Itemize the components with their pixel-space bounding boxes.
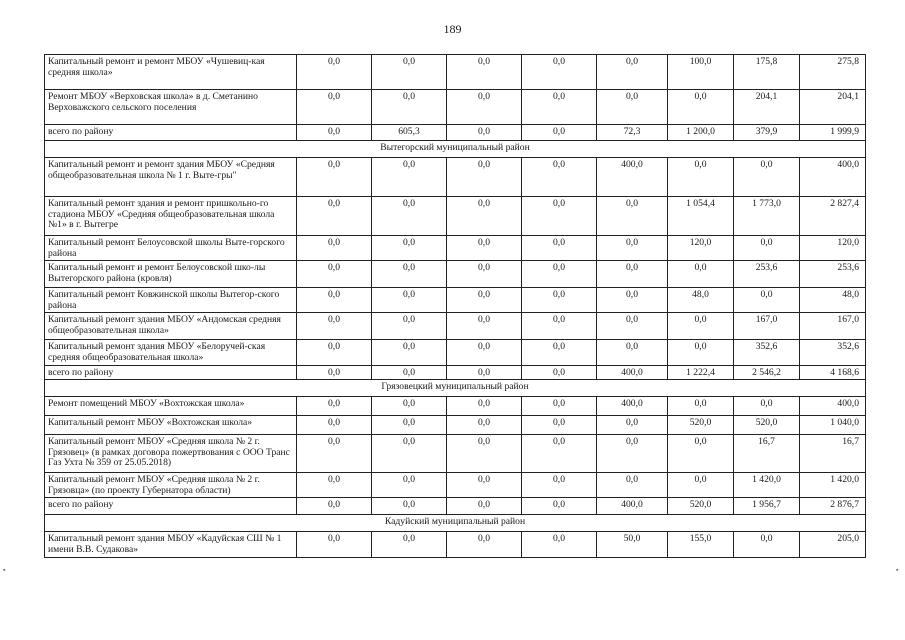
value-cell: 0,0 [372,498,447,515]
value-cell: 0,0 [734,236,800,261]
scan-mark-right: ▪ [896,566,899,574]
value-cell: 0,0 [597,261,668,288]
value-cell: 0,0 [522,158,597,197]
value-cell: 0,0 [297,397,372,416]
total-row [45,498,866,515]
value-cell: 253,6 [800,261,866,288]
value-cell: 0,0 [447,125,522,141]
value-cell: 0,0 [668,261,734,288]
table-row [45,158,866,197]
row-label: Капитальный ремонт здания МБОУ «Кадуйская СШ № 1 имени В.В. Судакова» [45,532,297,558]
value-cell: 0,0 [522,125,597,141]
value-cell: 0,0 [372,55,447,90]
value-cell: 0,0 [447,261,522,288]
value-cell: 0,0 [522,340,597,365]
value-cell: 0,0 [668,473,734,498]
value-cell: 48,0 [668,288,734,313]
value-cell: 0,0 [668,313,734,340]
row-label: Ремонт МБОУ «Верховская школа» в д. Сметанино Верховажского сельского поселения [45,90,297,125]
value-cell: 1 999,9 [800,125,866,141]
value-cell: 0,0 [668,90,734,125]
value-cell: 0,0 [447,532,522,558]
row-label: Капитальный ремонт здания МБОУ «Белоручей-ская средняя общеобразовательная школа» [45,340,297,365]
value-cell: 0,0 [297,340,372,365]
value-cell: 155,0 [668,532,734,558]
value-cell: 0,0 [447,498,522,515]
value-cell: 275,8 [800,55,866,90]
value-cell: 16,7 [734,435,800,473]
value-cell: 72,3 [597,125,668,141]
value-cell: 0,0 [734,532,800,558]
table-row [45,261,866,288]
value-cell: 0,0 [297,532,372,558]
value-cell: 0,0 [447,55,522,90]
value-cell: 400,0 [800,158,866,197]
value-cell: 352,6 [734,340,800,365]
value-cell: 0,0 [372,532,447,558]
table-row [45,236,866,261]
value-cell: 0,0 [447,158,522,197]
table-row [45,397,866,416]
value-cell: 0,0 [372,365,447,380]
value-cell: 520,0 [734,416,800,435]
value-cell: 0,0 [372,90,447,125]
row-label: Ремонт помещений МБОУ «Вохтожская школа» [45,397,297,416]
section-header-row [45,515,866,532]
table-row [45,416,866,435]
table-row [45,55,866,90]
value-cell: 16,7 [800,435,866,473]
value-cell: 0,0 [597,236,668,261]
row-label: Капитальный ремонт и ремонт МБОУ «Чушевиц-кая средняя школа» [45,55,297,90]
value-cell: 0,0 [734,397,800,416]
value-cell: 0,0 [372,435,447,473]
value-cell: 0,0 [372,197,447,236]
row-label: всего по району [45,498,297,515]
value-cell: 50,0 [597,532,668,558]
row-label: Капитальный ремонт здания и ремонт пришкольно-го стадиона МБОУ «Средняя общеобразовательная школа №1» в г. Вытегре [45,197,297,236]
value-cell: 0,0 [597,288,668,313]
value-cell: 1 420,0 [734,473,800,498]
value-cell: 2 876,7 [800,498,866,515]
value-cell: 0,0 [372,236,447,261]
value-cell: 0,0 [597,416,668,435]
value-cell: 400,0 [597,498,668,515]
row-label: Капитальный ремонт и ремонт здания МБОУ «Средняя общеобразовательная школа № 1 г. Выте-гры" [45,158,297,197]
value-cell: 204,1 [800,90,866,125]
value-cell: 2 827,4 [800,197,866,236]
value-cell: 0,0 [297,236,372,261]
value-cell: 0,0 [522,55,597,90]
value-cell: 352,6 [800,340,866,365]
value-cell: 0,0 [447,397,522,416]
value-cell: 1 040,0 [800,416,866,435]
value-cell: 0,0 [668,435,734,473]
value-cell: 0,0 [522,473,597,498]
value-cell: 0,0 [447,313,522,340]
value-cell: 0,0 [297,288,372,313]
value-cell: 0,0 [372,473,447,498]
value-cell: 205,0 [800,532,866,558]
value-cell: 0,0 [668,158,734,197]
value-cell: 0,0 [522,365,597,380]
value-cell: 0,0 [447,288,522,313]
value-cell: 400,0 [800,397,866,416]
value-cell: 1 054,4 [668,197,734,236]
section-header-row [45,141,866,158]
value-cell: 0,0 [522,498,597,515]
total-row [45,365,866,380]
value-cell: 0,0 [297,498,372,515]
value-cell: 0,0 [597,313,668,340]
value-cell: 0,0 [522,236,597,261]
value-cell: 520,0 [668,416,734,435]
value-cell: 175,8 [734,55,800,90]
page-number: 189 [443,22,462,36]
row-label: Капитальный ремонт МБОУ «Средняя школа № 2 г. Грязовца» (по проекту Губернатора области) [45,473,297,498]
value-cell: 0,0 [372,397,447,416]
total-row [45,125,866,141]
value-cell: 0,0 [522,261,597,288]
value-cell: 100,0 [668,55,734,90]
row-label: Капитальный ремонт здания МБОУ «Андомская средняя общеобразовательная школа» [45,313,297,340]
value-cell: 0,0 [297,90,372,125]
value-cell: 48,0 [800,288,866,313]
value-cell: 0,0 [597,55,668,90]
value-cell: 0,0 [447,197,522,236]
table-row [45,473,866,498]
value-cell: 120,0 [668,236,734,261]
value-cell: 1 200,0 [668,125,734,141]
value-cell: 1 956,7 [734,498,800,515]
value-cell: 0,0 [297,313,372,340]
value-cell: 400,0 [597,397,668,416]
value-cell: 1 420,0 [800,473,866,498]
value-cell: 0,0 [372,340,447,365]
value-cell: 2 546,2 [734,365,800,380]
row-label: Капитальный ремонт Белоусовской школы Выте-горского района [45,236,297,261]
value-cell: 0,0 [668,340,734,365]
value-cell: 0,0 [372,416,447,435]
value-cell: 0,0 [447,473,522,498]
value-cell: 120,0 [800,236,866,261]
table-row [45,288,866,313]
row-label: всего по району [45,365,297,380]
value-cell: 0,0 [297,125,372,141]
value-cell: 253,6 [734,261,800,288]
value-cell: 0,0 [297,261,372,288]
value-cell: 0,0 [447,340,522,365]
value-cell: 1 222,4 [668,365,734,380]
value-cell: 0,0 [522,416,597,435]
section-title: Кадуйский муниципальный район [45,515,866,532]
value-cell: 0,0 [297,158,372,197]
section-title: Грязовецкий муниципальный район [45,380,866,397]
value-cell: 167,0 [734,313,800,340]
value-cell: 0,0 [522,435,597,473]
value-cell: 0,0 [372,313,447,340]
value-cell: 0,0 [597,473,668,498]
funding-table [44,54,866,558]
value-cell: 0,0 [597,435,668,473]
row-label: Капитальный ремонт и ремонт Белоусовской шко-лы Вытегорского района (кровля) [45,261,297,288]
section-header-row [45,380,866,397]
value-cell: 1 773,0 [734,197,800,236]
row-label: Капитальный ремонт Ковжинской школы Вытегор-ского района [45,288,297,313]
value-cell: 0,0 [734,288,800,313]
section-title: Вытегорский муниципальный район [45,141,866,158]
value-cell: 0,0 [447,90,522,125]
value-cell: 400,0 [597,365,668,380]
value-cell: 0,0 [297,473,372,498]
value-cell: 0,0 [447,365,522,380]
value-cell: 0,0 [522,532,597,558]
value-cell: 0,0 [522,288,597,313]
value-cell: 379,9 [734,125,800,141]
row-label: Капитальный ремонт МБОУ «Средняя школа № 2 г. Грязовец» (в рамках договора пожертвования с ООО Транс Газ Ухта № 359 от 25.05.2018) [45,435,297,473]
table-row [45,340,866,365]
table-row [45,313,866,340]
value-cell: 0,0 [447,416,522,435]
table-row [45,197,866,236]
table-row [45,90,866,125]
value-cell: 0,0 [297,197,372,236]
value-cell: 0,0 [447,435,522,473]
value-cell: 167,0 [800,313,866,340]
value-cell: 4 168,6 [800,365,866,380]
value-cell: 0,0 [372,158,447,197]
table-row [45,435,866,473]
value-cell: 0,0 [297,55,372,90]
value-cell: 0,0 [522,90,597,125]
value-cell: 0,0 [522,397,597,416]
value-cell: 0,0 [372,261,447,288]
row-label: Капитальный ремонт МБОУ «Вохтожская школа» [45,416,297,435]
value-cell: 0,0 [668,397,734,416]
value-cell: 0,0 [522,197,597,236]
value-cell: 0,0 [597,340,668,365]
table-body [45,55,866,558]
value-cell: 520,0 [668,498,734,515]
value-cell: 204,1 [734,90,800,125]
value-cell: 0,0 [297,365,372,380]
table-row [45,532,866,558]
value-cell: 0,0 [447,236,522,261]
value-cell: 0,0 [297,435,372,473]
value-cell: 0,0 [297,416,372,435]
value-cell: 0,0 [522,313,597,340]
value-cell: 0,0 [372,288,447,313]
value-cell: 0,0 [597,197,668,236]
value-cell: 0,0 [597,90,668,125]
value-cell: 0,0 [734,158,800,197]
value-cell: 605,3 [372,125,447,141]
value-cell: 400,0 [597,158,668,197]
row-label: всего по району [45,125,297,141]
scan-mark-left: ▪ [3,566,6,574]
